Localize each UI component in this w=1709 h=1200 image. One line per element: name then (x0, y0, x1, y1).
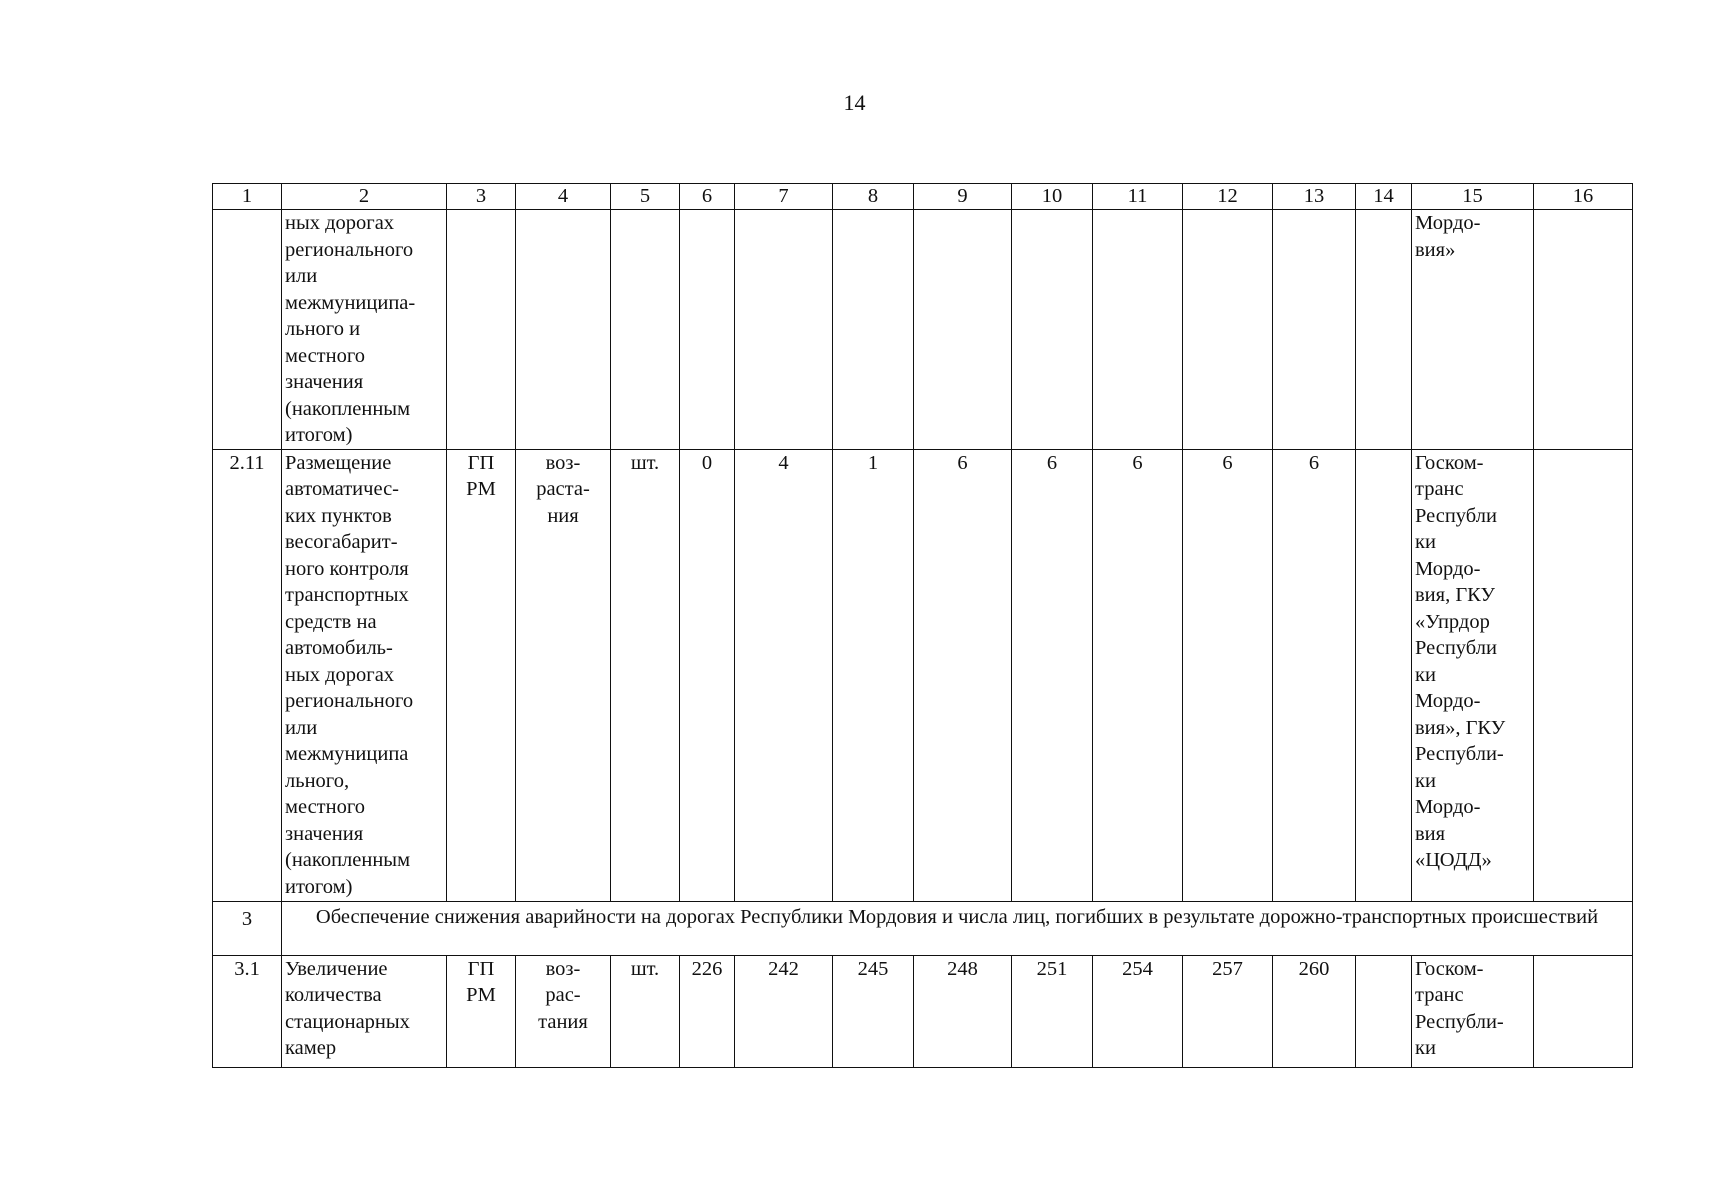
header-cell: 8 (833, 184, 914, 210)
table-row (213, 449, 1633, 901)
value-cell: 226 (680, 955, 735, 1067)
row-number: 2.11 (213, 449, 282, 901)
value-cell: 245 (833, 955, 914, 1067)
indicator-name: ных дорогах регионального или межмуниципа- льного и местного значения (накопленным итогом) (282, 210, 447, 450)
unit-cell: шт. (611, 955, 680, 1067)
row-number (213, 210, 282, 450)
column-number-row (213, 184, 1633, 210)
section-title: Обеспечение снижения аварийности на дорогах Республики Мордовия и числа лиц, погибших в результате дорожно-транспортных происшествий (282, 901, 1633, 955)
header-cell: 4 (516, 184, 611, 210)
indicator-name: Размещение автоматичес- ких пунктов весогабарит- ного контроля транспортных средств на автомобиль- ных дорогах регионального или межмуниципа льного, местного значения (накопленным итогом) (282, 449, 447, 901)
unit-cell: шт. (611, 449, 680, 901)
header-cell: 16 (1534, 184, 1633, 210)
header-cell: 13 (1273, 184, 1356, 210)
value-cell: 251 (1012, 955, 1093, 1067)
value-cell (680, 210, 735, 450)
header-cell: 10 (1012, 184, 1093, 210)
value-cell (833, 210, 914, 450)
value-cell: 6 (914, 449, 1012, 901)
value-cell: 4 (735, 449, 833, 901)
value-cell (1356, 955, 1412, 1067)
note-cell (1534, 210, 1633, 450)
row-number: 3.1 (213, 955, 282, 1067)
header-cell: 2 (282, 184, 447, 210)
responsible-cell: Мордо- вия» (1412, 210, 1534, 450)
value-cell: 6 (1093, 449, 1183, 901)
page-number: 14 (843, 90, 866, 115)
value-cell (1183, 210, 1273, 450)
table-row (213, 210, 1633, 450)
header-cell: 5 (611, 184, 680, 210)
indicator-name: Увеличение количества стационарных камер (282, 955, 447, 1067)
trend-cell: воз- раста- ния (516, 449, 611, 901)
value-cell: 254 (1093, 955, 1183, 1067)
header-cell: 12 (1183, 184, 1273, 210)
value-cell: 6 (1012, 449, 1093, 901)
responsible-cell: Госком- транс Республи ки Мордо- вия, ГКУ «Упрдор Республи ки Мордо- вия», ГКУ Республи- ки Мордо- вия «ЦОДД» (1412, 449, 1534, 901)
value-cell (1356, 449, 1412, 901)
value-cell: 260 (1273, 955, 1356, 1067)
program-cell: ГП РМ (447, 955, 516, 1067)
value-cell: 1 (833, 449, 914, 901)
indicators-table (212, 183, 1633, 1068)
section-row (213, 901, 1633, 955)
table-row (213, 955, 1633, 1067)
program-cell: ГП РМ (447, 449, 516, 901)
value-cell (914, 210, 1012, 450)
header-cell: 3 (447, 184, 516, 210)
trend-cell (516, 210, 611, 450)
value-cell (1273, 210, 1356, 450)
header-cell: 7 (735, 184, 833, 210)
value-cell (1093, 210, 1183, 450)
value-cell: 248 (914, 955, 1012, 1067)
section-number: 3 (213, 901, 282, 955)
value-cell (1356, 210, 1412, 450)
note-cell (1534, 955, 1633, 1067)
header-cell: 11 (1093, 184, 1183, 210)
trend-cell: воз- рас- тания (516, 955, 611, 1067)
header-cell: 15 (1412, 184, 1534, 210)
value-cell: 0 (680, 449, 735, 901)
unit-cell (611, 210, 680, 450)
header-cell: 9 (914, 184, 1012, 210)
header-cell: 1 (213, 184, 282, 210)
value-cell: 257 (1183, 955, 1273, 1067)
value-cell (735, 210, 833, 450)
header-cell: 6 (680, 184, 735, 210)
header-cell: 14 (1356, 184, 1412, 210)
value-cell: 6 (1273, 449, 1356, 901)
value-cell: 242 (735, 955, 833, 1067)
note-cell (1534, 449, 1633, 901)
program-cell (447, 210, 516, 450)
responsible-cell: Госком- транс Республи- ки (1412, 955, 1534, 1067)
value-cell: 6 (1183, 449, 1273, 901)
value-cell (1012, 210, 1093, 450)
